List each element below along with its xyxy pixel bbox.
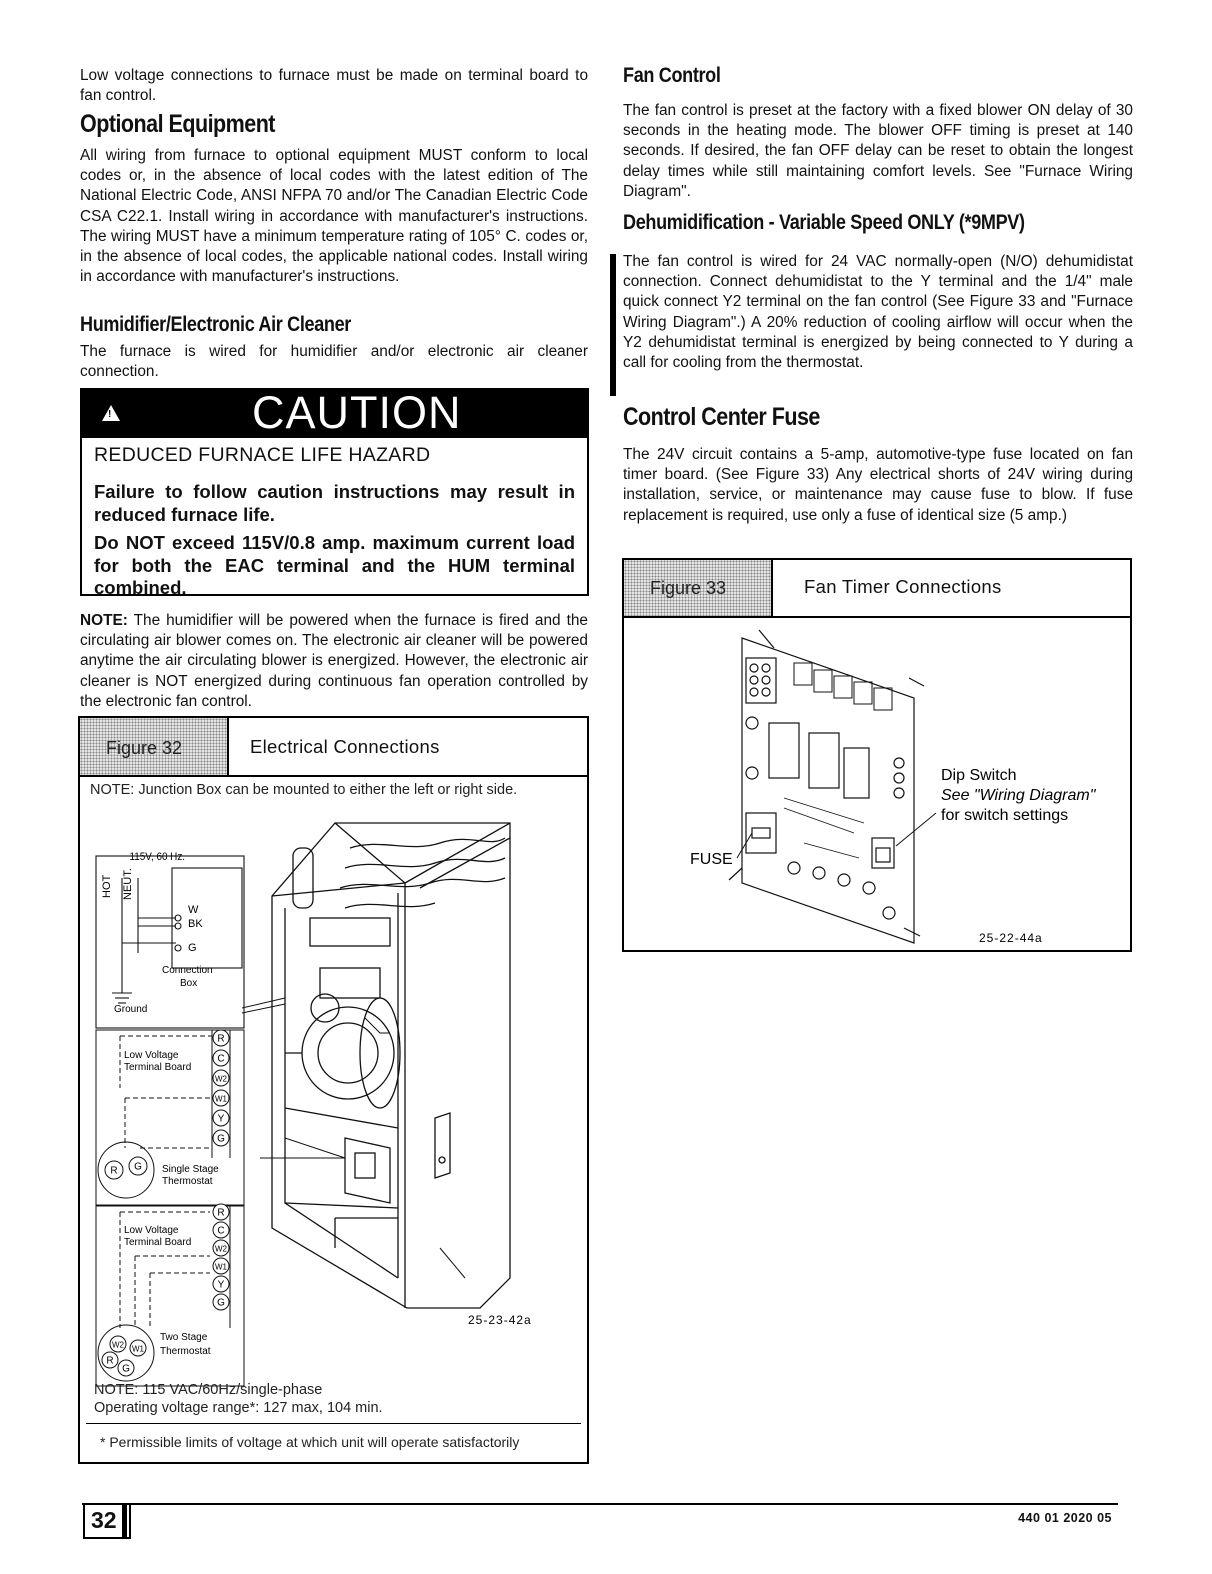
control-center-fuse-heading: Control Center Fuse (623, 403, 820, 431)
caution-banner (82, 387, 587, 438)
tstat-two-w1-label: W1 (132, 1344, 144, 1354)
figure-32-note-bottom-1: NOTE: 115 VAC/60Hz/single-phase (94, 1382, 323, 1398)
note-label: NOTE: (80, 612, 128, 629)
terminal-two-g-label: G (217, 1297, 225, 1309)
terminal-single-y-label: Y (217, 1113, 225, 1125)
figure-33-label: Figure 33 (650, 578, 727, 598)
terminal-two-w1-label: W1 (215, 1262, 227, 1272)
fan-control-paragraph: The fan control is preset at the factory with a fixed blower ON delay of 30 seconds in the heating mode. The blower OFF timing is preset at 140 seconds. If desired, the fan OFF delay can be reset to obtain the longest delay times while still maintaining comfort levels. See "Furnace Wiring Diagram". (623, 102, 1133, 200)
dip-switch-label: Dip Switch (941, 767, 1017, 784)
figure-32-note-bottom-2: Operating voltage range*: 127 max, 104 min. (94, 1400, 383, 1416)
exclamation-icon: ! (108, 409, 112, 420)
terminal-two-y-label: Y (217, 1279, 225, 1291)
fan-control-heading: Fan Control (623, 64, 721, 87)
lvtb-label-1: Low Voltage (124, 1050, 179, 1061)
figure-32-divider (86, 1423, 581, 1424)
caution-paragraph-2: Do NOT exceed 115V/0.8 amp. maximum current load for both the EAC terminal and the HUM terminal combined. (94, 532, 575, 598)
supply-label: 115V, 60 Hz. (129, 851, 186, 864)
fan-timer-board-diagram (624, 618, 1128, 948)
figure-32-header (80, 718, 587, 777)
note-body: The humidifier will be powered when the furnace is fired and the circulating air blower comes on. The electronic air cleaner will be powered anytime the air circulating blower is energized. However, the electronic air cleaner is NOT energized during continuous fan operation controlled by the electronic fan control. (80, 612, 588, 710)
terminal-single-g-label: G (217, 1133, 225, 1145)
terminal-single-c-label: C (217, 1053, 225, 1065)
single-stage-label-1: Single Stage (162, 1164, 219, 1175)
figure-32 (78, 716, 589, 1464)
figure-33-title: Fan Timer Connections (804, 576, 1002, 597)
terminal-column-two (213, 1204, 229, 1310)
ground-label: Ground (114, 1004, 148, 1015)
optional-equipment-heading: Optional Equipment (80, 110, 275, 138)
note-paragraph (80, 611, 588, 712)
tstat-two-r-label: R (106, 1355, 114, 1367)
humidifier-paragraph: The furnace is wired for humidifier and/or electronic air cleaner connection. (80, 343, 588, 381)
dehumidification-paragraph: The fan control is wired for 24 VAC normally-open (N/O) dehumidistat connection. Connect dehumidistat to the Y terminal and the 1/4" male quick connect Y2 terminal on the fan control (See Figure 33 and "Furnace Wiring Diagram".) A 20% reduction of cooling airflow will occur when the Y2 dehumidistat terminal is energized by being connected to Y during a call for cooling from the thermostat. (623, 253, 1133, 372)
tstat-single-r-label: R (110, 1165, 118, 1177)
document-number: 440 01 2020 05 (1018, 1511, 1112, 1525)
terminal-two-r-label: R (217, 1207, 225, 1219)
figure-33 (622, 558, 1132, 952)
tstat-two-g-label: G (122, 1363, 130, 1375)
tstat-single-g-label: G (134, 1161, 142, 1173)
figure-33-header (624, 560, 1130, 618)
footer-rule (82, 1503, 1118, 1505)
caution-hazard: REDUCED FURNACE LIFE HAZARD (94, 444, 431, 466)
dehumidification-heading: Dehumidification - Variable Speed ONLY (*9MPV) (623, 211, 1025, 234)
change-bar (610, 254, 616, 396)
lvtb2-label-1: Low Voltage (124, 1225, 179, 1236)
terminal-single-r-label: R (217, 1033, 225, 1045)
figure-32-code: 25-23-42a (468, 1313, 532, 1327)
terminal-single-w2-label: W2 (215, 1074, 227, 1084)
terminal-single-w1-label: W1 (215, 1094, 227, 1104)
optional-equipment-paragraph: All wiring from furnace to optional equipment MUST conform to local codes or, in the absence of local codes with the latest edition of The National Electric Code, ANSI NFPA 70 and/or The Canadian Electric Code CSA C22.1. Install wiring in accordance with manufacturer's instructions. The wiring MUST have a minimum temperature rating of 105° C. codes or, in the absence of local codes, the applicable national codes. Install wiring in accordance with manufacturer's instructions. (80, 147, 588, 286)
page-number: 32 (91, 1507, 117, 1533)
two-stage-label-2: Thermostat (160, 1346, 211, 1357)
w-label: W (188, 904, 199, 916)
hot-label: HOT (101, 874, 113, 898)
figure-32-title: Electrical Connections (250, 736, 440, 757)
figure-32-label: Figure 32 (106, 738, 183, 758)
terminal-two-w2-label: W2 (215, 1244, 227, 1254)
fuse-label: FUSE (690, 851, 733, 868)
figure-32-label-box (80, 718, 229, 775)
dip-switch-see-label: See "Wiring Diagram" (941, 787, 1096, 804)
neut-label: NEUT. (122, 868, 134, 900)
control-center-fuse-paragraph: The 24V circuit contains a 5-amp, automotive-type fuse located on fan timer board. (See Figure 33) Any electrical shorts of 24V wiring during installation, service, or maintenance may cause fuse to blow. If fuse replacement is required, use only a fuse of identical size (5 amp.) (623, 446, 1133, 524)
page-number-bar (122, 1505, 127, 1539)
figure-32-footnote: * Permissible limits of voltage at which unit will operate satisfactorily (100, 1434, 520, 1450)
junction-box-wiring (96, 856, 244, 1028)
lvtb2-label-2: Terminal Board (124, 1237, 192, 1248)
two-stage-thermostat-terminals (102, 1336, 146, 1376)
figure-33-label-box (624, 560, 773, 616)
terminal-two-c-label: C (217, 1225, 225, 1237)
caution-box (80, 388, 589, 596)
tstat-two-w2-label: W2 (112, 1340, 124, 1350)
single-stage-label-2: Thermostat (162, 1176, 213, 1187)
dip-switch-settings-label: for switch settings (941, 807, 1069, 824)
furnace-illustration (242, 823, 510, 1308)
humidifier-heading: Humidifier/Electronic Air Cleaner (80, 313, 352, 336)
caution-word: CAUTION (252, 387, 462, 438)
electrical-connections-diagram (80, 808, 585, 1428)
bk-label: BK (188, 918, 203, 930)
connection-label: Connection (162, 965, 213, 976)
caution-paragraph-1: Failure to follow caution instructions may result in reduced furnace life. (94, 481, 575, 525)
terminal-column-single (213, 1030, 229, 1146)
figure-33-code: 25-22-44a (979, 931, 1043, 945)
g-label: G (188, 942, 197, 954)
intro-paragraph: Low voltage connections to furnace must be made on terminal board to fan control. (80, 67, 588, 105)
fan-timer-board (729, 630, 924, 943)
two-stage-label-1: Two Stage (160, 1332, 208, 1343)
single-stage-thermostat-terminals (105, 1157, 147, 1179)
figure-32-note-top: NOTE: Junction Box can be mounted to either the left or right side. (90, 782, 518, 798)
box-label: Box (180, 978, 198, 989)
lvtb-label-2: Terminal Board (124, 1062, 192, 1073)
